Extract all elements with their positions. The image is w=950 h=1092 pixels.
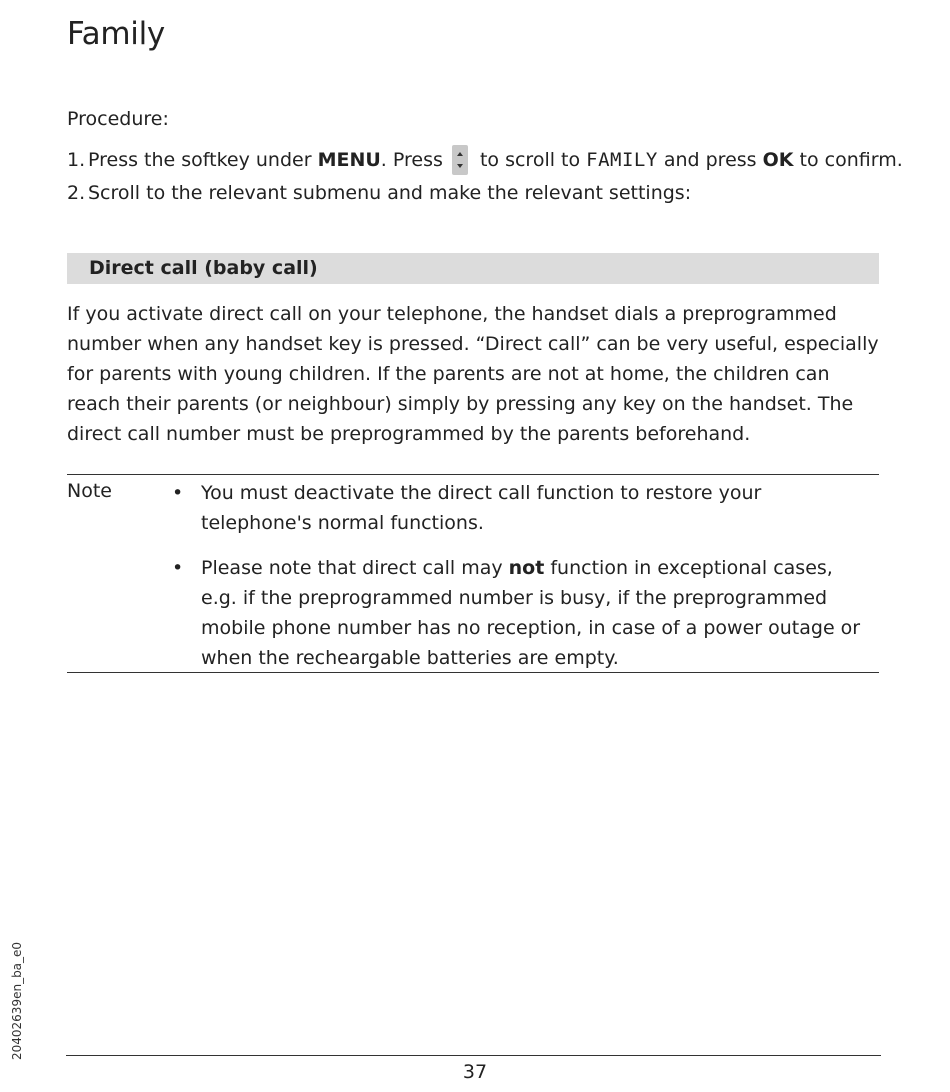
step-text: to scroll to (473, 149, 587, 171)
note-list (172, 478, 871, 688)
procedure-step-1 (67, 145, 903, 175)
section-title: Direct call (baby call) (89, 257, 318, 279)
display-text-family: FAMILY (586, 149, 658, 171)
step-number: 1. (67, 149, 86, 171)
procedure-label: Procedure: (67, 108, 169, 130)
document-code: 20402639en_ba_e0 (10, 941, 24, 1060)
step-text: Press the softkey under (88, 149, 318, 171)
note-item (172, 553, 871, 673)
note-item-text: You must deactivate the direct call function to restore your telephone's normal functions. (201, 482, 762, 534)
step-text: to confirm. (793, 149, 903, 171)
step-text: Scroll to the relevant submenu and make the relevant settings: (88, 182, 692, 204)
page-title: Family (67, 16, 165, 52)
bullet-icon: • (172, 482, 184, 504)
menu-key-label: MENU (317, 149, 381, 171)
note-top-divider (67, 474, 879, 475)
step-text: . Press (380, 149, 449, 171)
step-number: 2. (67, 182, 86, 204)
step-text: and press (657, 149, 763, 171)
note-bottom-divider (67, 672, 879, 673)
bullet-icon: • (172, 557, 184, 579)
ok-key-label: OK (762, 149, 794, 171)
note-item-text: function in exceptional cases, e.g. if the preprogrammed number is busy, if the preprogrammed mobile phone number has no reception, in case of a power outage or when the recheargable batteries are empty. (201, 557, 861, 669)
footer-divider (66, 1055, 881, 1056)
note-item-text: Please note that direct call may (201, 557, 509, 579)
note-label: Note (67, 480, 112, 502)
up-down-nav-key-icon (452, 145, 468, 175)
procedure-step-2 (67, 182, 691, 204)
page-number: 37 (462, 1061, 488, 1083)
section-header-bar (67, 253, 879, 284)
section-body: If you activate direct call on your telephone, the handset dials a preprogrammed number when any handset key is pressed. “Direct call” can be very useful, especially for parents with young children. If the parents are not at home, the children can reach their parents (or neighbour) simply by pressing any key on the handset. The direct call number must be preprogrammed by the parents beforehand. (67, 303, 879, 445)
note-item (172, 478, 871, 538)
note-emphasis: not (508, 557, 545, 579)
